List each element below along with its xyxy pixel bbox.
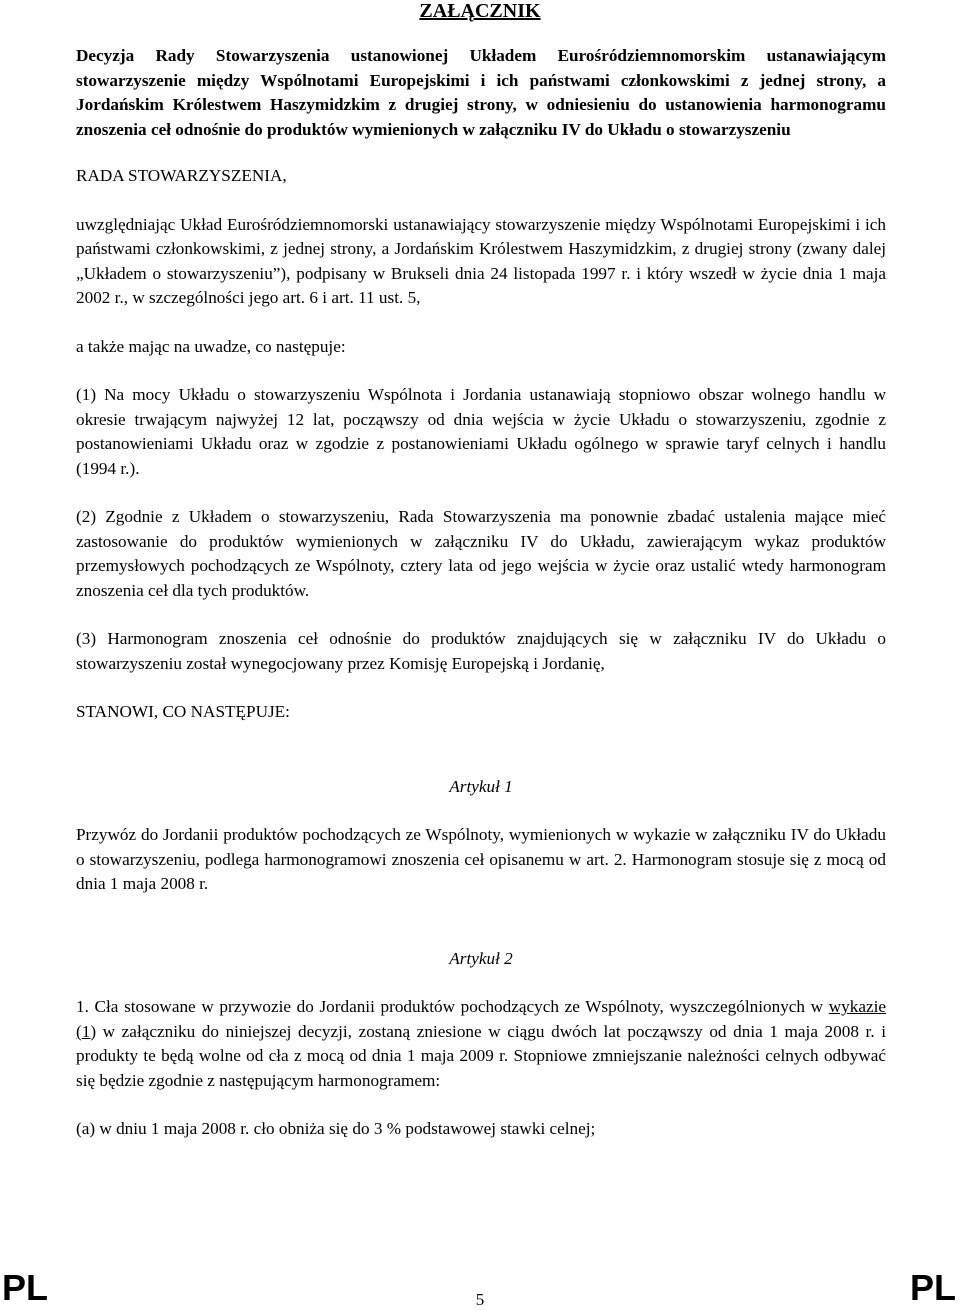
article-2-paragraph-1-end: w załączniku do niniejszej decyzji, zostaną zniesione w ciągu dwóch lat począwszy od dnia 1 maja 2008 r. i produkty te będą wolne od cła z mocą od dnia 1 maja 2009 r. Stopniowe zmniejszanie należności celnych odbywać się będzie zgodnie z następującym harmonogramem:: [76, 1021, 886, 1090]
footer-language-label-right: PL: [909, 1267, 956, 1308]
recital-intro: a także mając na uwadze, co następuje:: [76, 336, 346, 356]
recital-point-2: (2) Zgodnie z Układem o stowarzyszeniu, Rada Stowarzyszenia ma ponownie zbadać ustalenia mające mieć zastosowanie do produktów wymienionych w załączniku IV do Układu, zawierającym wykaz produktów przemysłowych pochodzących ze Wspólnoty, cztery lata od jego wejścia w życie oraz ustalić wtedy harmonogram znoszenia ceł dla tych produktów.: [76, 507, 886, 600]
document-body: [76, 44, 886, 1142]
recital-point-3: (3) Harmonogram znoszenia ceł odnośnie do produktów znajdujących się w załączniku IV do Układu o stowarzyszeniu został wynegocjowany przez Komisję Europejską i Jordanię,: [76, 629, 886, 673]
article-1-heading: Artykuł 1: [449, 776, 513, 796]
recital-paragraph: uwzględniając Układ Eurośródziemnomorski ustanawiający stowarzyszenie między Wspólnotami Europejskimi i ich państwami członkowskimi, z jednej strony, a Jordańskim Królestwem Haszymidzkim, z drugiej strony (zwany dalej „Układem o stowarzyszeniu”), podpisany w Brukseli dnia 24 listopada 1997 r. i który wszedł w życie dnia 1 maja 2002 r., w szczególności jego art. 6 i art. 11 ust. 5,: [76, 214, 886, 307]
recital-point-1: (1) Na mocy Układu o stowarzyszeniu Wspólnota i Jordania ustanawiają stopniowo obszar wolnego handlu w okresie trwającym najwyżej 12 lat, począwszy od dnia wejścia w życie Układu o stowarzyszeniu, zgodnie z postanowieniami Układu oraz w zgodzie z postanowieniami Układu ogólnego w sprawie taryf celnych i handlu (1994 r.).: [76, 385, 886, 478]
decision-title: Decyzja Rady Stowarzyszenia ustanowionej Układem Eurośródziemnomorskim ustanawiającym stowarzyszenie między Wspólnotami Europejskimi i ich państwami członkowskimi z jednej strony, a Jordańskim Królestwem Haszymidzkim z drugiej strony, w odniesieniu do ustanowienia harmonogramu znoszenia ceł odnośnie do produktów wymienionych w załączniku IV do Układu o stowarzyszeniu: [76, 46, 886, 139]
council-name: RADA STOWARZYSZENIA,: [76, 166, 287, 185]
article-2-paragraph-1: [76, 995, 886, 1093]
article-2-item-a: (a) w dniu 1 maja 2008 r. cło obniża się do 3 % podstawowej stawki celnej;: [76, 1119, 596, 1138]
list-reference-link[interactable]: wykazie (1): [76, 997, 886, 1041]
footer-language-label-left: PL: [2, 1267, 49, 1308]
article-1-text: Przywóz do Jordanii produktów pochodzących ze Wspólnoty, wymienionych w wykazie w załączniku IV do Układu o stowarzyszeniu, podlega harmonogramowi znoszenia ceł opisanemu w art. 2. Harmonogram stosuje się z mocą od dnia 1 maja 2008 r.: [76, 825, 886, 893]
page-number: 5: [475, 1290, 485, 1309]
article-2-paragraph-1-start: 1. Cła stosowane w przywozie do Jordanii produktów pochodzących ze Wspólnoty, wyszczególnionych w: [76, 997, 829, 1016]
enacting-formula: STANOWI, CO NASTĘPUJE:: [76, 702, 290, 721]
page-title: ZAŁĄCZNIK: [419, 0, 541, 22]
article-2-heading: Artykuł 2: [449, 948, 513, 968]
